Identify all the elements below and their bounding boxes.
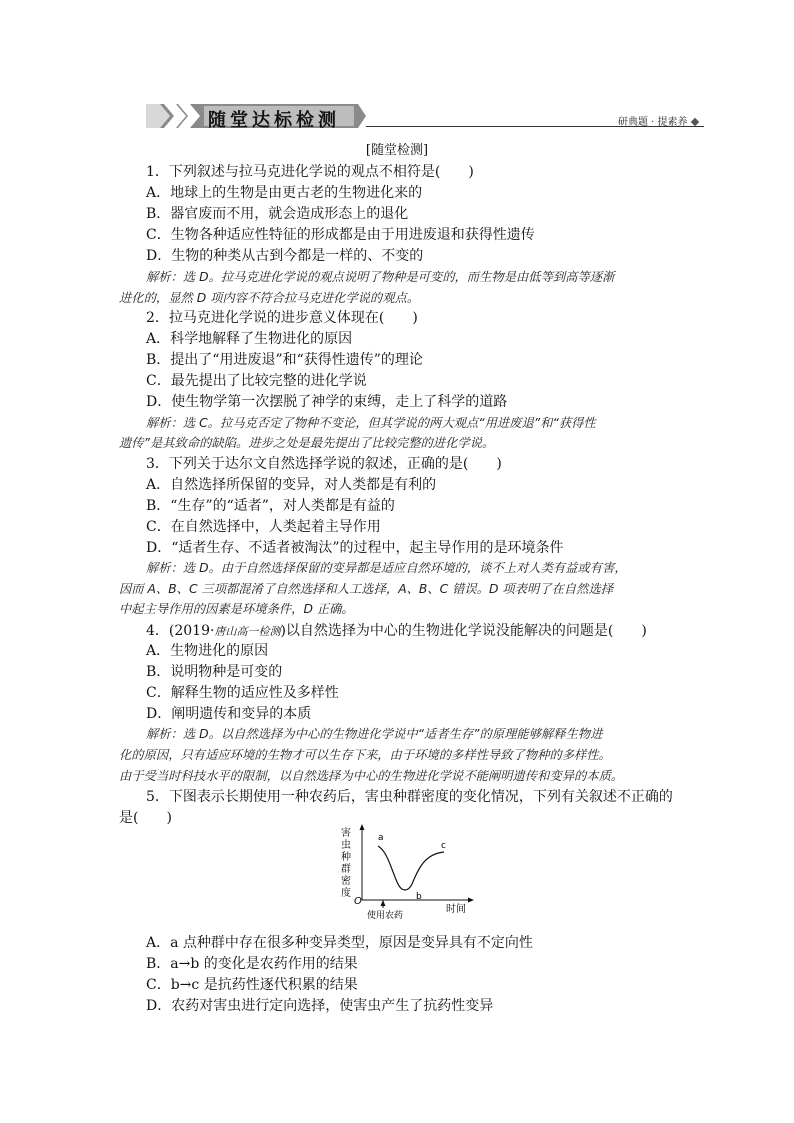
question-2-option-b: B．提出了“用进废退”和“获得性遗传”的理论 [146, 352, 423, 368]
question-1-option-d: D．生物的种类从古到今都是一样的、不变的 [146, 248, 424, 264]
question-4-stem-rest: )以自然选择为中心的生物进化学说没能解决的问题是( ) [280, 623, 647, 639]
question-3-explanation-line-2: 因而 A、B、C 三项都混淆了自然选择和人工选择，A、B、C 错误。D 项表明了在自然选择 [119, 582, 614, 596]
header-tagline [618, 113, 698, 128]
pesticide-marker-arrow-icon [381, 900, 386, 906]
y-axis-label-char-4: 群 [341, 864, 351, 875]
question-3-explanation-line-3: 中起主导作用的因素是环境条件，D 正确。 [119, 602, 354, 616]
y-axis-label [341, 827, 351, 899]
question-2-option-a: A．科学地解释了生物进化的原因 [146, 331, 353, 347]
point-label-c: c [441, 841, 446, 851]
question-1-option-c: C．生物各种适应性特征的形成都是由于用进废退和获得性遗传 [146, 227, 535, 243]
question-4-stem-prefix: 4．(2019· [146, 623, 215, 639]
question-5-option-d: D．农药对害虫进行定向选择，使害虫产生了抗药性变异 [146, 998, 494, 1014]
origin-label: O [354, 896, 362, 907]
tagline-text: 研典题 · 提素养 [618, 117, 688, 128]
question-4-option-d: D．阐明遗传和变异的本质 [146, 706, 312, 722]
question-4-explanation-line-1: 解析：选 D。以自然选择为中心的生物进化学说中“适者生存”的原理能够解释生物进 [146, 727, 603, 741]
question-4-explanation-line-3: 由于受当时科技水平的限制，以自然选择为中心的生物进化学说不能阐明遗传和变异的本质。 [119, 769, 624, 783]
question-1-stem: 1．下列叙述与拉马克进化学说的观点不相符是( ) [146, 164, 474, 180]
question-3-option-d: D．“适者生存、不适者被淘汰”的过程中，起主导作用的是环境条件 [146, 540, 564, 556]
y-axis-arrow-icon [360, 824, 365, 830]
question-2-option-c: C．最先提出了比较完整的进化学说 [146, 373, 367, 389]
question-4-explanation-line-2: 化的原因，只有适应环境的生物才可以生存下来，由于环境的多样性导致了物种的多样性。 [119, 748, 611, 762]
question-1-explanation-line-2: 进化的，显然 D 项内容不符合拉马克进化学说的观点。 [119, 291, 420, 305]
question-5-option-b: B．a→b 的变化是农药作用的结果 [146, 956, 358, 972]
question-3-explanation-line-1: 解析：选 D。由于自然选择保留的变异都是适应自然环境的，谈不上对人类有益或有害， [146, 561, 627, 575]
question-5-stem-line-1: 5．下图表示长期使用一种农药后，害虫种群密度的变化情况，下列有关叙述不正确的 [146, 789, 673, 805]
question-2-option-d: D．使生物学第一次摆脱了神学的束缚，走上了科学的道路 [146, 394, 508, 410]
question-3-option-a: A．自然选择所保留的变异，对人类都是有利的 [146, 477, 437, 493]
y-axis-label-char-6: 度 [341, 888, 351, 899]
question-2-stem: 2．拉马克进化学说的进步意义体现在( ) [146, 310, 418, 326]
population-density-figure [340, 820, 490, 930]
density-curve [378, 846, 444, 890]
y-axis-label-char-3: 种 [341, 852, 351, 863]
question-3-option-c: C．在自然选择中，人类起着主导作用 [146, 519, 381, 535]
x-axis-arrow-icon [468, 898, 474, 903]
question-1-explanation-line-1: 解析：选 D。拉马克进化学说的观点说明了物种是可变的，而生物是由低等到高等逐渐 [146, 270, 615, 284]
question-4-option-b: B．说明物种是可变的 [146, 664, 283, 680]
section-label: [随堂检测] [365, 143, 429, 158]
section-banner [146, 101, 366, 131]
question-5-option-c: C．b→c 是抗药性逐代积累的结果 [146, 977, 358, 993]
question-3-option-b: B．“生存”的“适者”，对人类都是有益的 [146, 498, 395, 514]
question-1-option-b: B．器官废而不用，就会造成形态上的退化 [146, 206, 409, 222]
y-axis-label-char-1: 害 [341, 828, 351, 839]
y-axis-label-char-2: 虫 [341, 840, 351, 851]
question-5-stem-line-2: 是( ) [119, 810, 172, 826]
question-4-source: 唐山高一检测 [214, 625, 281, 638]
point-label-b: b [416, 892, 422, 902]
marker-label: 使用农药 [366, 911, 404, 921]
question-3-stem: 3．下列关于达尔文自然选择学说的叙述，正确的是( ) [146, 456, 502, 472]
question-4-option-a: A．生物进化的原因 [146, 643, 269, 659]
x-axis-label: 时间 [446, 904, 466, 915]
question-5-option-a: A．a 点种群中存在很多种变异类型，原因是变异具有不定向性 [146, 935, 533, 951]
y-axis-label-char-5: 密 [341, 876, 351, 887]
question-1-option-a: A．地球上的生物是由更古老的生物进化来的 [146, 185, 423, 201]
diamond-icon [690, 118, 698, 126]
banner-title: 随堂达标检测 [208, 110, 340, 131]
question-4-option-c: C．解释生物的适应性及多样性 [146, 685, 339, 701]
point-label-a: a [378, 833, 384, 843]
question-2-explanation-line-1: 解析：选 C。拉马克否定了物种不变论，但其学说的两大观点“用进废退”和“获得性 [146, 416, 596, 430]
question-2-explanation-line-2: 遗传”是其致命的缺陷。进步之处是最先提出了比较完整的进化学说。 [119, 436, 495, 450]
question-4-stem [146, 620, 647, 640]
